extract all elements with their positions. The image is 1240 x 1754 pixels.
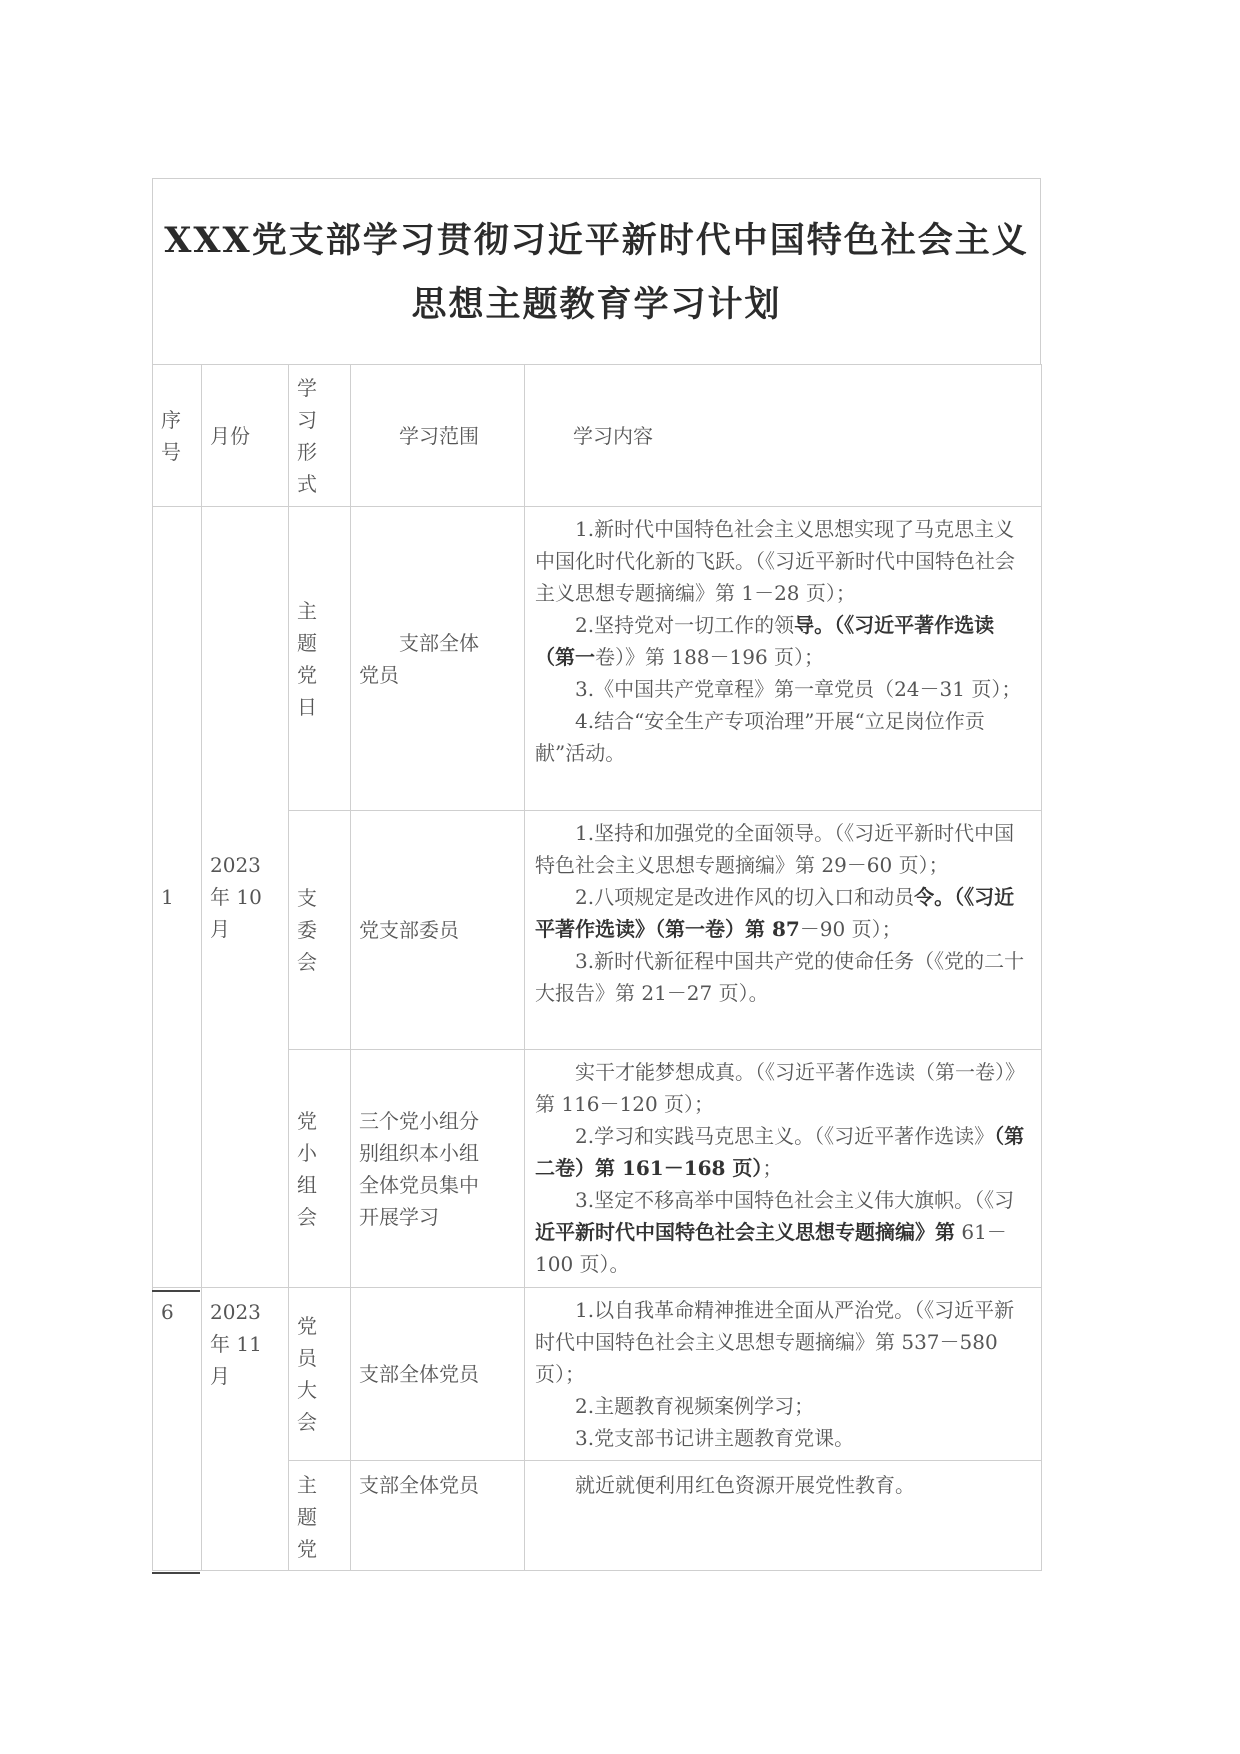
document bbox=[152, 178, 1041, 1571]
row-content: 实干才能梦想成真。（《习近平著作选读（第一卷）》第 116－120 页）； 2.学习和实践马克思主义。（《习近平著作选读》（第二卷）第 161－168 页）； 3.坚定不移高举中国特色社会主义伟大旗帜。（《习近平新时代中国特色社会主义思想专题摘编》第 61－100 页）。 bbox=[525, 1050, 1042, 1288]
row-content: 1.新时代中国特色社会主义思想实现了马克思主义中国化时代化新的飞跃。（《习近平新时代中国特色社会主义思想专题摘编》第 1－28 页）； 2.坚持党对一切工作的领导。（《习近平著作选读（第一卷）》第 188－196 页）； 3.《中国共产党章程》第一章党员（24－31 页）； 4.结合“安全生产专项治理”开展“立足岗位作贡献”活动。 bbox=[525, 507, 1042, 811]
header-content: 学习内容 bbox=[525, 365, 1042, 507]
row-month: 2023 年 11 月 bbox=[202, 1288, 289, 1571]
row-scope: 支部全体党员 bbox=[351, 1288, 525, 1461]
row-content: 1.以自我革命精神推进全面从严治党。（《习近平新时代中国特色社会主义思想专题摘编》第 537－580 页）； 2.主题教育视频案例学习； 3.党支部书记讲主题教育党课。 bbox=[525, 1288, 1042, 1461]
header-scope: 学习范围 bbox=[351, 365, 525, 507]
table-row bbox=[153, 507, 1042, 811]
row-month: 2023 年 10 月 bbox=[202, 507, 289, 1288]
header-num: 序 号 bbox=[153, 365, 202, 507]
row-form: 主 题 党 日 bbox=[289, 507, 351, 811]
row-scope: 党支部委员 bbox=[351, 811, 525, 1050]
header-month: 月份 bbox=[202, 365, 289, 507]
table-bottom-mark bbox=[152, 1572, 200, 1574]
page-title-line-2: 思想主题教育学习计划 bbox=[411, 284, 782, 325]
row-content: 就近就便利用红色资源开展党性教育。 bbox=[525, 1461, 1042, 1571]
row-form: 党 员 大 会 bbox=[289, 1288, 351, 1461]
page-title-line-1: XXX党支部学习贯彻习近平新时代中国特色社会主义 bbox=[164, 220, 1029, 261]
row-scope: 支部全体 党员 bbox=[351, 507, 525, 811]
row-content: 1.坚持和加强党的全面领导。（《习近平新时代中国特色社会主义思想专题摘编》第 29－60 页）； 2.八项规定是改进作风的切入口和动员令。（《习近平著作选读》（第一卷）第 87－90 页）； 3.新时代新征程中国共产党的使命任务（《党的二十大报告》第 21－27 页）。 bbox=[525, 811, 1042, 1050]
table-divider-mark bbox=[152, 1290, 200, 1292]
row-form: 党 小 组 会 bbox=[289, 1050, 351, 1288]
table-row bbox=[153, 1288, 1042, 1461]
row-num: 1 bbox=[153, 507, 202, 1288]
row-scope: 三个党小组分 别组织本小组 全体党员集中 开展学习 bbox=[351, 1050, 525, 1288]
row-scope: 支部全体党员 bbox=[351, 1461, 525, 1571]
row-form: 支 委 会 bbox=[289, 811, 351, 1050]
row-form: 主 题 党 bbox=[289, 1461, 351, 1571]
header-row bbox=[153, 365, 1042, 507]
study-plan-table bbox=[152, 364, 1042, 1571]
header-form: 学 习 形 式 bbox=[289, 365, 351, 507]
row-num: 6 bbox=[153, 1288, 202, 1571]
title-block bbox=[152, 178, 1041, 364]
